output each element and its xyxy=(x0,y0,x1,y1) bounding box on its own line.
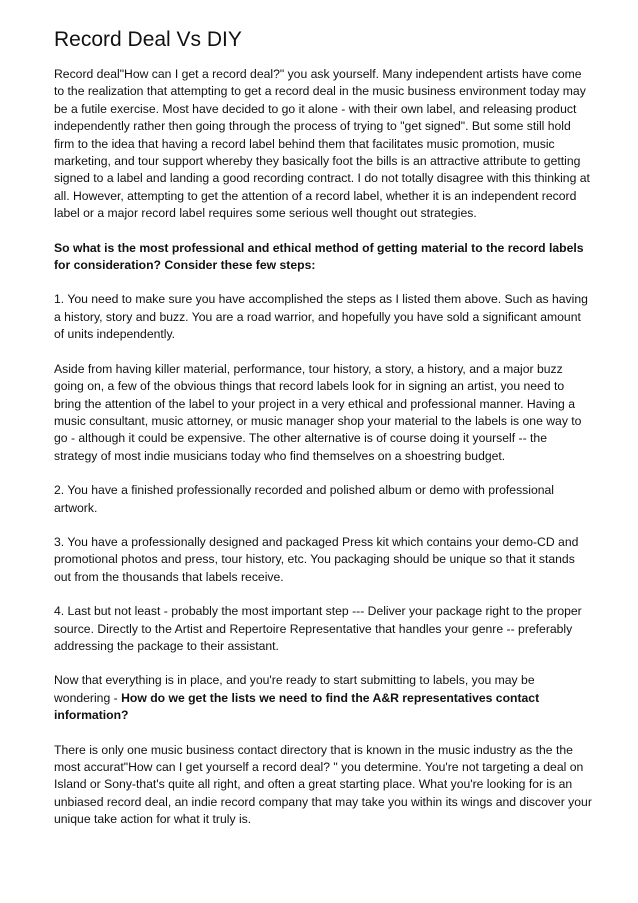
paragraph-step-4: 4. Last but not least - probably the most important step --- Deliver your package right to the proper source. Directly to the Artist and Repertoire Representative that handles your genre -- preferably addressing the package to their assistant. xyxy=(54,604,582,653)
paragraph-step-3: 3. You have a professionally designed and packaged Press kit which contains your demo-CD and promotional photos and press, tour history, etc. You packaging should be unique so that it stands out from the thousands that labels receive. xyxy=(54,534,579,584)
paragraph-step-2: 2. You have a finished professionally recorded and polished album or demo with professional artwork. xyxy=(54,483,555,515)
document-page xyxy=(54,28,592,846)
paragraph-closing: There is only one music business contact directory that is known in the music industry as the the most accurat"How can I get yourself a record deal? " you determine. You're not targeting a deal on Island or Sony-that's quite all right, and often a great starting place. What you're looking for is an unbiased record deal, an indie record company that may take you within its wings and discover your unique take action for what it truly is. xyxy=(54,742,592,827)
document-title: Record Deal Vs DIY xyxy=(54,28,242,51)
paragraph-aside: Aside from having killer material, performance, tour history, a story, a history, and a major buzz going on, a few of the obvious things that record labels look for in signing an artist, you need to bring the attention of the label to your project in a very ethical and professional manner. Having a music consultant, music attorney, or music manager shop your material to the labels is one way to go - although it could be expensive. The other alternative is of course doing it yourself -- the strategy of most indie musicians today who find themselves on a shoestring budget. xyxy=(54,361,582,463)
paragraph-intro: Record deal"How can I get a record deal?" you ask yourself. Many independent artists have come to the realization that attempting to get a record deal in the music business environment today may be a futile exercise. Most have decided to go it alone - with their own label, and releasing product independently rather then going through the process of trying to "get signed". But some still hold firm to the idea that having a record label behind them that facilitates music promotion, music marketing, and tour support whereby they basically foot the bills is an attractive attribute to getting signed to a label and landing a good recording contract. I do not totally disagree with this thinking at all. However, attempting to get the attention of a record label, whether it is an independent record label or a major record label requires some serious well thought out strategies. xyxy=(54,67,590,221)
wondering-text: Now that everything is in place, and you're ready to start submitting to labels, you may be wondering - xyxy=(54,673,535,705)
wondering-bold-question: How do we get the lists we need to find the A&R representatives contact information? xyxy=(54,690,540,723)
paragraph-wondering xyxy=(54,672,592,724)
paragraph-step-1: 1. You need to make sure you have accomplished the steps as I listed them above. Such as having a history, story and buzz. You are a road warrior, and hopefully you have sold a significant amount of units independently. xyxy=(54,292,588,342)
paragraph-question: So what is the most professional and ethical method of getting material to the record labels for consideration? Consider these few steps: xyxy=(54,240,584,273)
